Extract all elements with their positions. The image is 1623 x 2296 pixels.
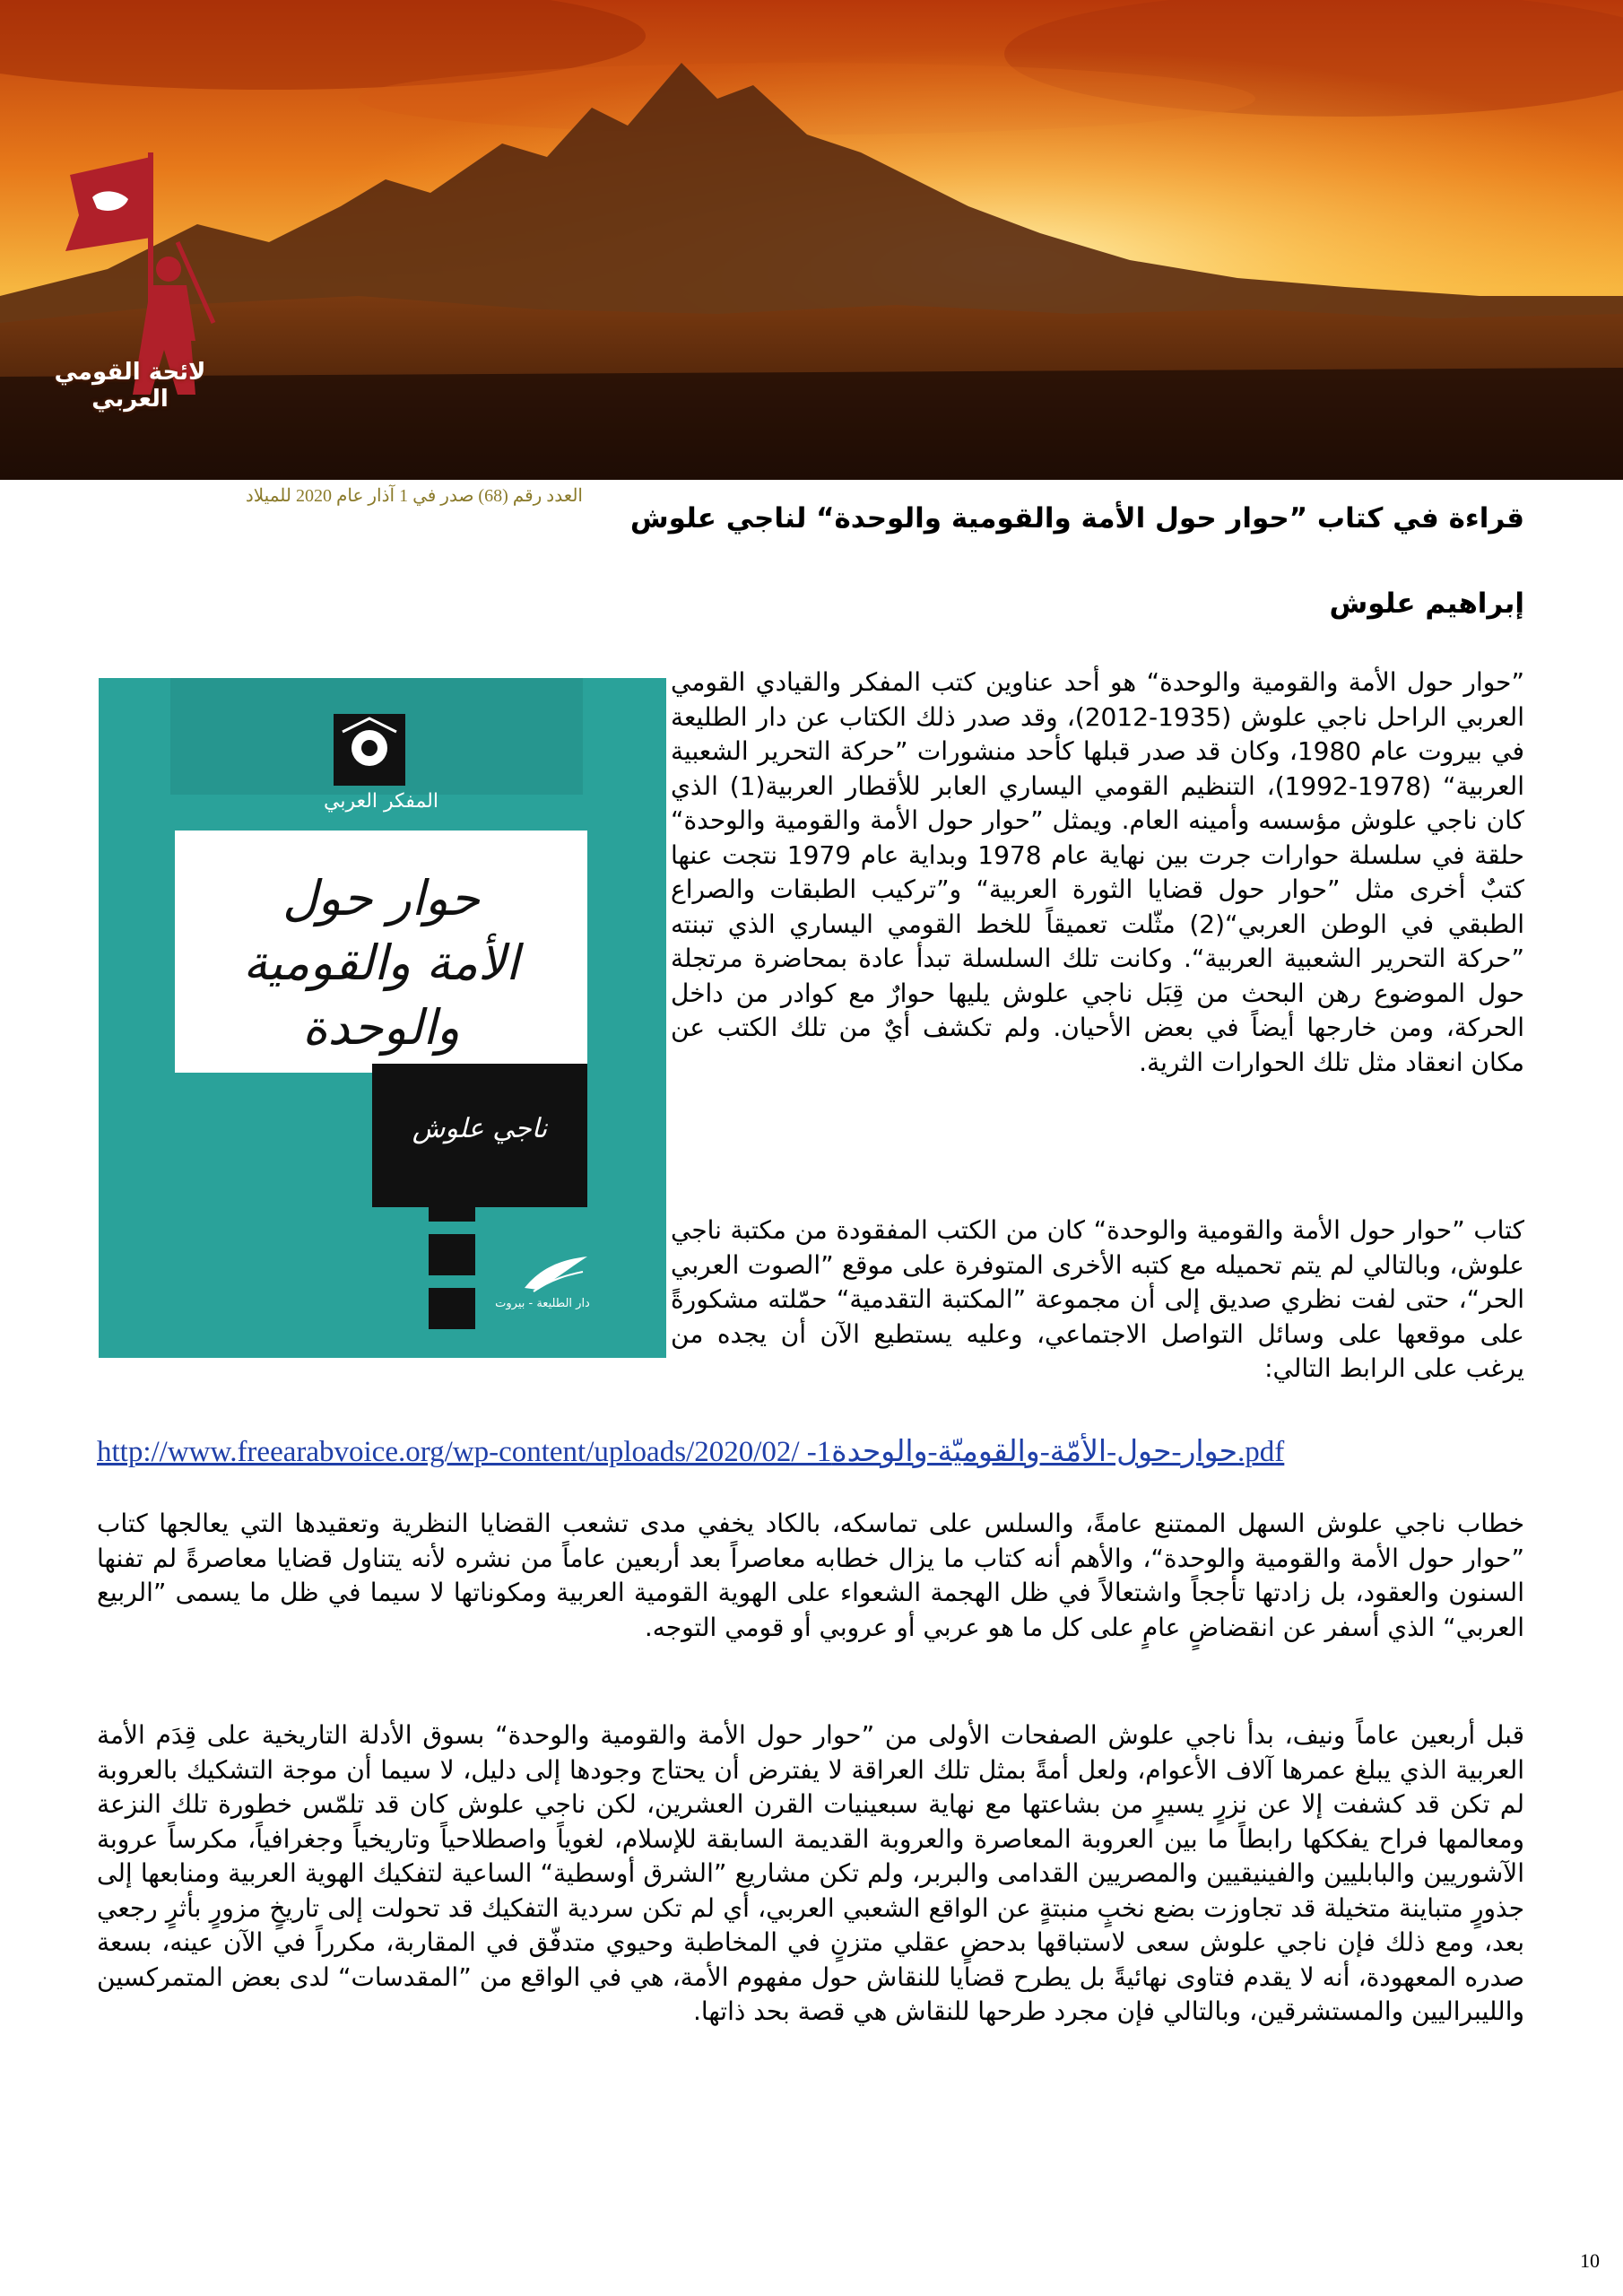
- cover-series: المفكر العربي: [324, 790, 438, 813]
- publisher-bird-icon: [520, 1252, 592, 1297]
- pdf-link[interactable]: http://www.freearabvoice.org/wp-content/uploads/2020/02/ -1حوار-حول-الأمّة-والقوميّة-والوحدة.pdf: [97, 1436, 1285, 1468]
- cover-publisher: دار الطليعة - بيروت: [495, 1297, 590, 1310]
- cover-square: [429, 1180, 475, 1222]
- cover-square: [429, 1234, 475, 1275]
- cover-title-line2: الأمة والقومية والوحدة: [243, 935, 519, 1056]
- book-cover-image: [99, 678, 666, 1358]
- paragraph-2: كتاب ”حوار حول الأمة والقومية والوحدة“ كان من الكتب المفقودة من مكتبة ناجي علوش، وبالتالي لم يتم تحميله مع كتبه الأخرى المتوفرة على موقع ”الصوت العربي الحر“، حتى لفت نظري صديق إلى أن مجموعة ”المكتبة التقدمية“ حمّلته مشكورةً على موقعها على وسائل التواصل الاجتماعي، وعليه يستطيع الآن أن يجده من يرغب على الرابط التالي:: [671, 1215, 1524, 1383]
- header-banner: [0, 0, 1623, 480]
- paragraph-1: ”حوار حول الأمة والقومية والوحدة“ هو أحد عناوين كتب المفكر والقيادي القومي العربي الراحل ناجي علوش (1935-2012)، وقد صدر ذلك الكتاب عن دار الطليعة في بيروت عام 1980، وكان قد صدر قبلها كأحد منشورات ”حركة التحرير الشعبية العربية“ (1978-1992)، التنظيم القومي اليساري العابر للأقطار العربية(1) الذي كان ناجي علوش مؤسسه وأمينه العام. ويمثل ”حوار حول الأمة والقومية والوحدة“ حلقة في سلسلة حوارات جرت بين نهاية عام 1978 وبداية عام 1979 نتجت عنها كتبٌ أخرى مثل ”حوار حول قضايا الثورة العربية“ و”تركيب الطبقات والصراع الطبقي في الوطن العربي“(2) مثّلت تعميقاً للخط القومي اليساري الذي تبنته ”حركة التحرير الشعبية العربية“. وكانت تلك السلسلة تبدأ عادة بمحاضرة مرتجلة حول الموضوع رهن البحث من قِبَل ناجي علوش يليها حوارٌ مع كوادر من داخل الحركة، ومن خارجها أيضاً في بعض الأحيان. ولم تكشف أيٌ من تلك الكتب عن مكان انعقاد مثل تلك الحوارات الثرية.: [671, 667, 1524, 1077]
- cover-author: ناجي علوش: [412, 1113, 548, 1144]
- eye-emblem-icon: [334, 714, 405, 786]
- cover-title-panel: [175, 831, 587, 1073]
- logo-text: لائحة القومي العربي: [54, 359, 206, 413]
- paragraph-4: قبل أربعين عاماً ونيف، بدأ ناجي علوش الصفحات الأولى من ”حوار حول الأمة والقومية والوحدة“ بسوق الأدلة التاريخية على قِدَم الأمة العربية الذي يبلغ عمرها آلاف الأعوام، ولعل أمةً بمثل تلك العراقة لا يفترض أن يحتاج وجودها إلى دليل، لا سيما أن موجة التشكيك بالعروبة لم تكن قد كشفت إلا عن نزرٍ يسيرٍ من بشاعتها مع نهاية سبعينيات القرن العشرين، لكن ناجي علوش كان قد تلمّس خطورة تلك النزعة ومعالمها فراح يفككها رابطاً ما بين العروبة المعاصرة والعروبة القديمة السابقة للإسلام، لغوياً واصطلاحياً وتاريخياً وجغرافياً، مكرساً عروبة الآشوريين والبابليين والفينيقيين والمصريين القدامى والبربر، ولم تكن مشاريع ”الشرق أوسطية“ الساعية لتفكيك الهوية العربية ومنابعها إلى جذورٍ متباينة متخيلة قد تجاوزت بضع نخبٍ منبتةٍ عن الواقع الشعبي العربي، أي لم تكن سردية التفكيك قد تحولت إلى تاريخٍ مزورٍ بأثرٍ رجعي بعد، ومع ذلك فإن ناجي علوش سعى لاستباقها بدحضٍ عقلي متزنٍ في المخاطبة وحيوي متدفّق في المقاربة، مكرراً في الآن عينه، بسعة صدره المعهودة، أنه لا يقدم فتاوى نهائيةً بل يطرح قضايا للنقاش حول مفهوم الأمة، هي في الواقع من ”المقدسات“ لدى بعض المتمركسين والليبراليين والمستشرقين، وبالتالي فإن مجرد طرحها للنقاش هي قصة بحد ذاتها.: [97, 1720, 1524, 2026]
- article-title: قراءة في كتاب ”حوار حول الأمة والقومية والوحدة“ لناجي علوش: [629, 502, 1524, 535]
- sunset-mountain-image: [0, 0, 1623, 480]
- cover-author-box: [372, 1064, 587, 1207]
- page-number: 10: [1580, 2249, 1600, 2272]
- cover-title-line1: حوار حول: [282, 870, 481, 926]
- cover-title: [175, 866, 587, 1060]
- article-author: إبراهيم علوش: [1329, 587, 1524, 620]
- paragraph-3: خطاب ناجي علوش السهل الممتنع عامةً، والسلس على تماسكه، بالكاد يخفي مدى تشعب القضايا النظرية وتعقيدها التي يعالجها كتاب ”حوار حول الأمة والقومية والوحدة“، والأهم أنه كتاب ما يزال خطابه معاصراً بعد أربعين عاماً من نشره لأنه يتناول قضايا معاصرةً لم تفنها السنون والعقود، بل زادتها تأججاً واشتعالاً في ظل الهجمة الشعواء على الهوية القومية العربية ومكوناتها لا سيما في ظل ما يسمى ”الربيع العربي“ الذي أسفر عن انقضاضٍ عامٍ على كل ما هو عربي أو عروبي أو قومي التوجه.: [97, 1509, 1524, 1642]
- issue-line: العدد رقم (68) صدر في 1 آذار عام 2020 للميلاد: [245, 486, 583, 506]
